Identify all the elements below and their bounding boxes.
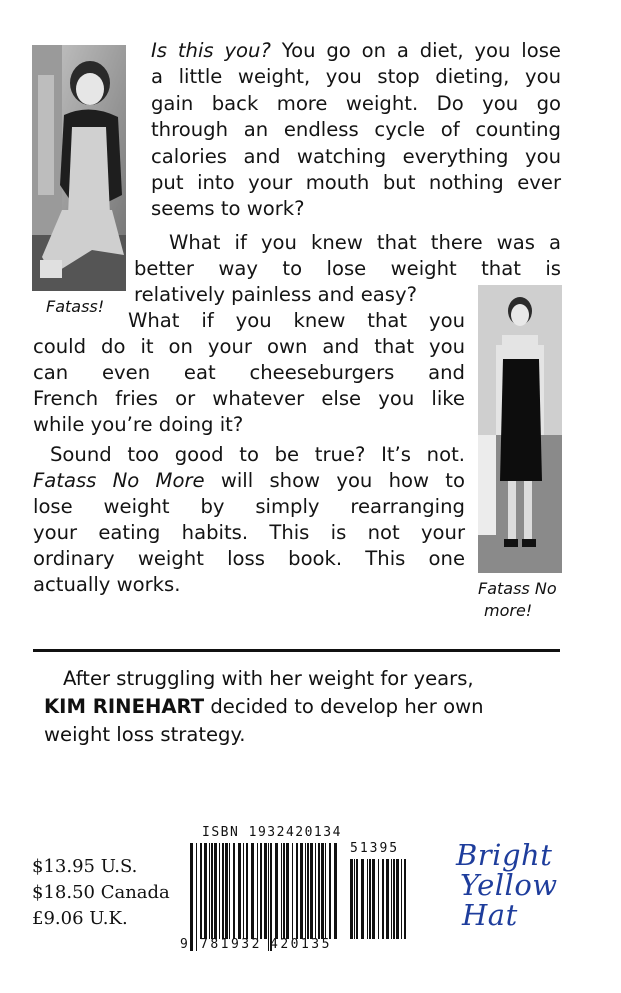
barcode-bar bbox=[321, 843, 324, 939]
before-caption: Fatass! bbox=[46, 297, 105, 316]
blurb-line: your eating habits. This is not your bbox=[33, 521, 465, 544]
blurb-line: lose weight by simply rearranging bbox=[33, 495, 465, 518]
price-list bbox=[32, 854, 170, 932]
logo-word-1: Bright bbox=[456, 838, 553, 872]
barcode-bar bbox=[378, 859, 379, 939]
price-us: $13.95 U.S. bbox=[32, 856, 138, 877]
barcode-bar bbox=[318, 843, 320, 939]
barcode-bar bbox=[190, 843, 193, 951]
blurb-line: put into your mouth but nothing ever bbox=[151, 171, 561, 195]
logo-word-2: Yellow bbox=[460, 868, 558, 902]
barcode-bar bbox=[283, 843, 285, 939]
blurb-line: Is this you? You go on a diet, you lose bbox=[151, 39, 561, 62]
barcode-bar bbox=[404, 859, 406, 939]
barcode-digits-right: 420135 bbox=[270, 937, 332, 952]
blurb-line: French fries or whatever else you like bbox=[33, 387, 465, 410]
barcode-bar bbox=[246, 843, 248, 939]
barcode-bar bbox=[251, 843, 254, 939]
blurb-line: actually works. bbox=[33, 573, 181, 596]
barcode-bar bbox=[382, 859, 384, 939]
isbn-label: ISBN 1932420134 bbox=[202, 825, 342, 840]
blurb-line: Sound too good to be true? It’s not. bbox=[50, 443, 465, 466]
barcode-bar bbox=[233, 843, 235, 939]
barcode-bar bbox=[211, 843, 213, 939]
blurb-line: a little weight, you stop dieting, you bbox=[151, 65, 561, 89]
barcode-bar bbox=[305, 843, 306, 939]
barcode-bar bbox=[350, 859, 353, 939]
section-divider bbox=[33, 649, 560, 652]
barcode-bar bbox=[286, 843, 289, 939]
blurb-line: What if you knew that there was a bbox=[169, 231, 561, 254]
barcode-bar bbox=[386, 859, 389, 939]
bio-line-2: KIM RINEHART decided to develop her own bbox=[44, 695, 484, 718]
barcode-bars-main bbox=[190, 843, 340, 951]
book-title-italic: Fatass No More bbox=[33, 469, 205, 492]
barcode-bar bbox=[238, 843, 241, 939]
blurb-line: while you’re doing it? bbox=[33, 413, 244, 436]
barcode-bar bbox=[292, 843, 293, 939]
barcode-bar bbox=[200, 843, 202, 939]
barcode-bar bbox=[372, 859, 375, 939]
barcode-bar bbox=[369, 859, 371, 939]
blurb-line: What if you knew that you bbox=[128, 309, 465, 332]
barcode-bar bbox=[396, 859, 399, 939]
blurb-line: can even eat cheeseburgers and bbox=[33, 361, 465, 384]
barcode bbox=[180, 825, 412, 965]
barcode-bar bbox=[393, 859, 395, 939]
barcode-bar bbox=[361, 859, 364, 939]
barcode-bar bbox=[325, 843, 326, 939]
publisher-logo bbox=[456, 840, 558, 930]
barcode-bar bbox=[334, 843, 337, 939]
price-uk: £9.06 U.K. bbox=[32, 908, 128, 929]
blurb-line: better way to lose weight that is bbox=[134, 257, 561, 280]
author-name: KIM RINEHART bbox=[44, 695, 205, 718]
barcode-bar bbox=[300, 843, 303, 939]
before-photo-image bbox=[32, 45, 126, 291]
barcode-digits-left: 781932 bbox=[200, 937, 262, 952]
barcode-bar bbox=[257, 843, 258, 939]
barcode-bar bbox=[354, 859, 355, 939]
barcode-bar bbox=[214, 843, 217, 939]
barcode-bar bbox=[307, 843, 309, 939]
blurb-paragraph-1 bbox=[151, 38, 561, 223]
blurb-line: Fatass No More will show you how to bbox=[33, 469, 465, 492]
bio-line-3: weight loss strategy. bbox=[44, 723, 246, 746]
barcode-bar bbox=[296, 843, 298, 939]
barcode-bar bbox=[204, 843, 207, 939]
after-photo bbox=[478, 285, 562, 573]
blurb-line: relatively painless and easy? bbox=[134, 283, 417, 306]
bio-line-1: After struggling with her weight for years, bbox=[63, 667, 474, 690]
barcode-bar bbox=[260, 843, 262, 939]
barcode-bar bbox=[356, 859, 358, 939]
after-photo-image bbox=[478, 285, 562, 573]
after-caption-line2: more! bbox=[484, 601, 533, 620]
barcode-bar bbox=[391, 859, 392, 939]
blurb-line: through an endless cycle of counting bbox=[151, 118, 561, 142]
barcode-bar bbox=[222, 843, 224, 939]
barcode-bar bbox=[243, 843, 244, 939]
barcode-bar bbox=[367, 859, 368, 939]
before-photo bbox=[32, 45, 126, 291]
barcode-bar bbox=[264, 843, 267, 939]
barcode-bar bbox=[229, 843, 230, 939]
barcode-bar bbox=[268, 843, 269, 951]
barcode-bar bbox=[270, 843, 272, 951]
blurb-line: ordinary weight loss book. This one bbox=[33, 547, 465, 570]
barcode-bar bbox=[196, 843, 197, 951]
logo-word-3: Hat bbox=[462, 898, 518, 932]
barcode-bar bbox=[209, 843, 210, 939]
barcode-bar bbox=[281, 843, 282, 939]
barcode-bar bbox=[401, 859, 402, 939]
barcode-bar bbox=[225, 843, 228, 939]
barcode-bar bbox=[275, 843, 278, 939]
blurb-lead-italic: Is this you? bbox=[151, 39, 271, 62]
barcode-bar bbox=[219, 843, 220, 939]
barcode-bar bbox=[329, 843, 331, 939]
barcode-bar bbox=[315, 843, 316, 939]
blurb-line: could do it on your own and that you bbox=[33, 335, 465, 358]
blurb-line: seems to work? bbox=[151, 197, 305, 221]
barcode-bar bbox=[310, 843, 313, 939]
barcode-digit-first: 9 bbox=[180, 937, 188, 952]
barcode-addon-digits: 51395 bbox=[350, 841, 400, 856]
barcode-bars-addon bbox=[350, 859, 408, 951]
after-caption-line1: Fatass No bbox=[478, 579, 557, 598]
price-canada: $18.50 Canada bbox=[32, 882, 170, 903]
blurb-line: calories and watching everything you bbox=[151, 144, 561, 168]
blurb-line: gain back more weight. Do you go bbox=[151, 91, 561, 115]
